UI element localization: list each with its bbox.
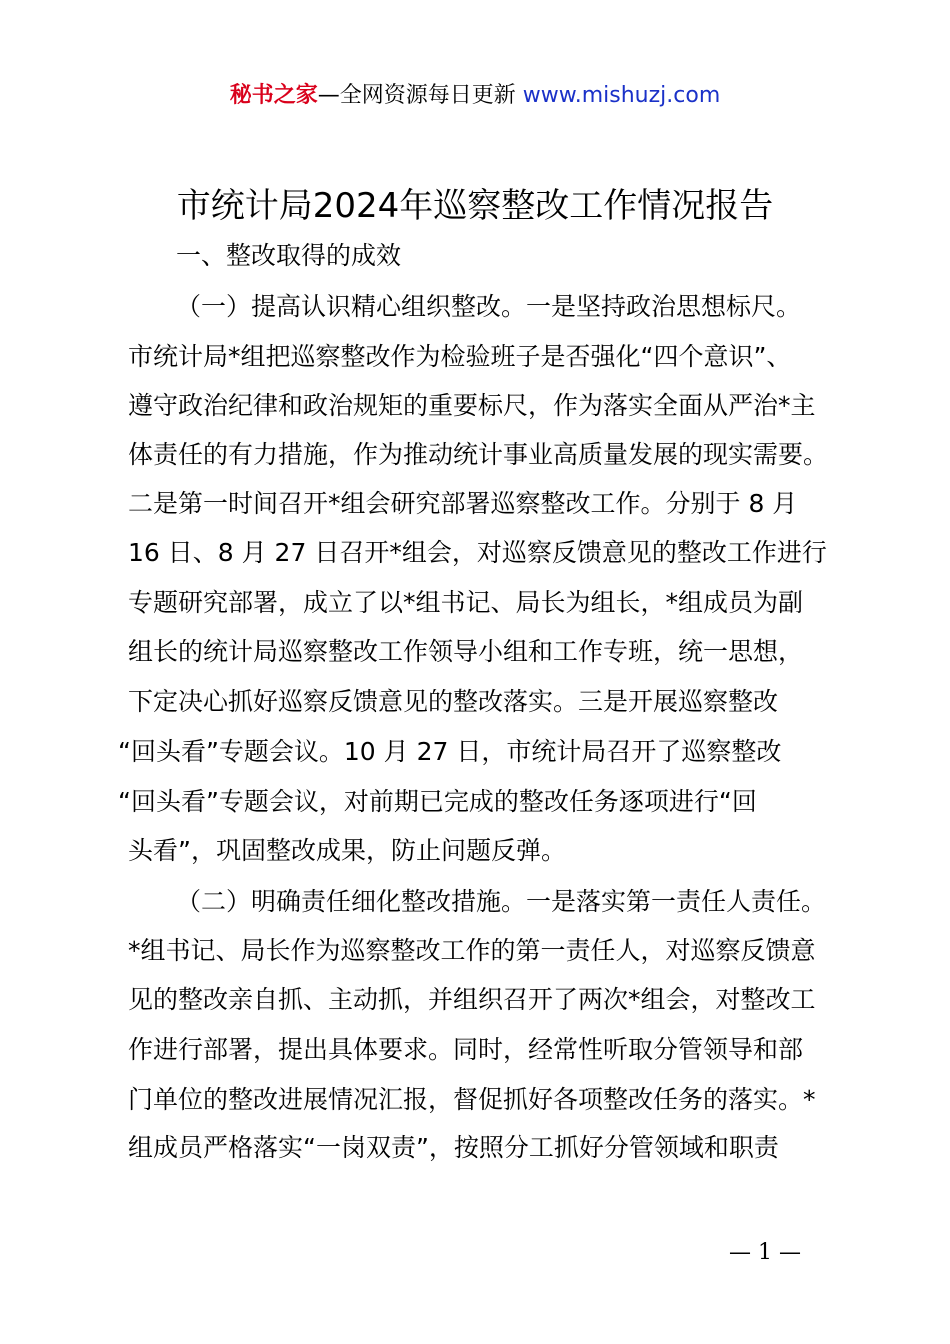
paragraph-line: “回头看”专题会议。10 月 27 日，市统计局召开了巡察整改 <box>118 737 782 766</box>
page-number: — 1 — <box>729 1240 801 1265</box>
document-title: 市统计局2024年巡察整改工作情况报告 <box>176 186 774 226</box>
paragraph-line: 下定决心抓好巡察反馈意见的整改落实。三是开展巡察整改 <box>128 687 779 716</box>
paragraph-line: 专题研究部署，成立了以*组书记、局长为组长，*组成员为副 <box>128 588 804 617</box>
paragraph-line: *组书记、局长作为巡察整改工作的第一责任人，对巡察反馈意 <box>128 936 816 965</box>
paragraph-line: 见的整改亲自抓、主动抓，并组织召开了两次*组会，对整改工 <box>128 985 816 1014</box>
brand-name: 秘书之家 <box>229 83 318 108</box>
paragraph-line: 体责任的有力措施，作为推动统计事业高质量发展的现实需要。 <box>128 440 829 469</box>
paragraph-line: “回头看”专题会议，对前期已完成的整改任务逐项进行“回 <box>118 787 757 816</box>
paragraph-line: 作进行部署，提出具体要求。同时，经常性听取分管领导和部 <box>128 1035 804 1064</box>
paragraph-line: 16 日、8 月 27 日召开*组会，对巡察反馈意见的整改工作进行 <box>128 538 827 567</box>
paragraph-line: 组成员严格落实“一岗双责”，按照分工抓好分管领域和职责 <box>128 1133 779 1162</box>
paragraph-line: （一）提高认识精心组织整改。一是坚持政治思想标尺。 <box>176 292 802 321</box>
header-tagline: —全网资源每日更新 <box>317 83 516 108</box>
paragraph-line: 组长的统计局巡察整改工作领导小组和工作专班，统一思想， <box>128 637 804 666</box>
paragraph-line: 二是第一时间召开*组会研究部署巡察整改工作。分别于 8 月 <box>128 489 798 518</box>
paragraph-line: 市统计局*组把巡察整改作为检验班子是否强化“四个意识”、 <box>128 342 792 371</box>
paragraph-line: （二）明确责任细化整改措施。一是落实第一责任人责任。 <box>176 887 827 916</box>
paragraph-line: 遵守政治纪律和政治规矩的重要标尺，作为落实全面从严治*主 <box>128 391 816 420</box>
paragraph-line: 门单位的整改进展情况汇报，督促抓好各项整改任务的落实。* <box>128 1085 816 1114</box>
site-header <box>0 80 950 112</box>
paragraph-line: 头看”，巩固整改成果，防止问题反弹。 <box>128 836 566 865</box>
site-url-link[interactable]: www.mishuzj.com <box>522 83 721 108</box>
section-heading: 一、整改取得的成效 <box>176 241 402 270</box>
